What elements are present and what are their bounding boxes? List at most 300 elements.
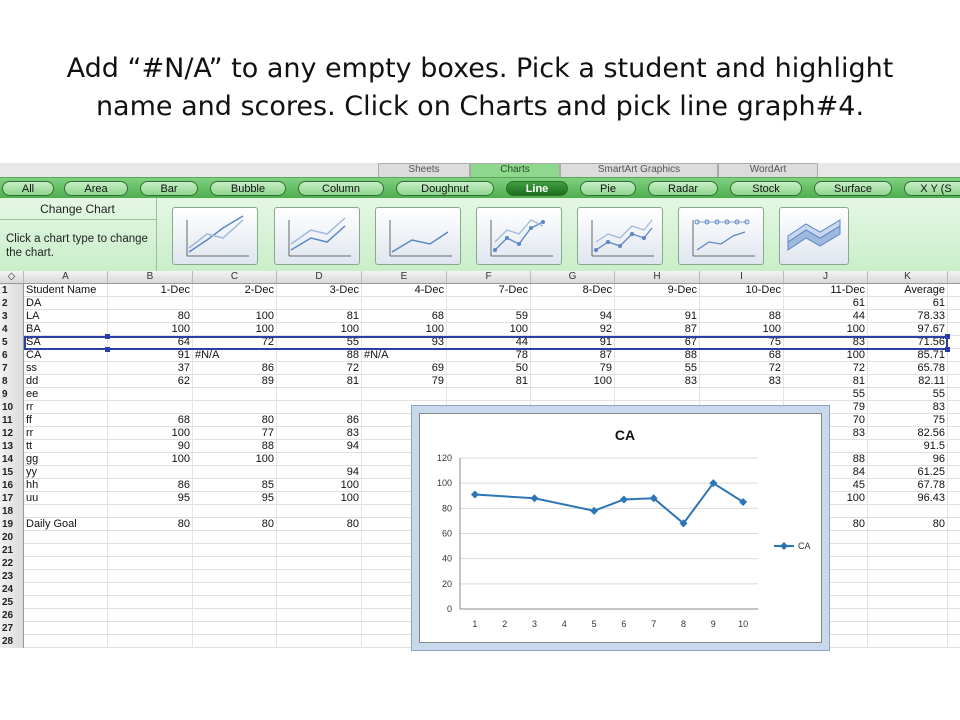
table-cell[interactable]: 87 — [615, 323, 700, 336]
table-cell[interactable] — [193, 583, 277, 596]
x-tick-label: 4 — [561, 619, 567, 629]
chart-type-column[interactable]: Column — [298, 181, 384, 196]
chart-type-doughnut[interactable]: Doughnut — [396, 181, 494, 196]
table-cell[interactable]: 82.56 — [868, 427, 948, 440]
table-cell[interactable]: 100 — [700, 323, 784, 336]
table-cell[interactable]: 67.78 — [868, 479, 948, 492]
table-cell[interactable]: 91 — [531, 336, 615, 349]
table-cell[interactable]: 88 — [784, 453, 868, 466]
selection-handle[interactable] — [945, 334, 950, 339]
table-cell[interactable] — [277, 388, 362, 401]
table-cell[interactable] — [24, 505, 108, 518]
column-header-j[interactable]: J — [784, 271, 868, 283]
table-cell[interactable] — [277, 557, 362, 570]
row-number[interactable]: 14 — [0, 453, 24, 466]
table-cell[interactable]: 55 — [615, 362, 700, 375]
column-header-i[interactable]: I — [700, 271, 784, 283]
row-number[interactable]: 8 — [0, 375, 24, 388]
chart-type-bar-button[interactable]: Bar — [140, 181, 198, 196]
row-number[interactable]: 17 — [0, 492, 24, 505]
chart-type-bubble[interactable]: Bubble — [210, 181, 286, 196]
table-cell[interactable]: 55 — [784, 388, 868, 401]
divider — [0, 219, 156, 220]
line-chart-thumbnail-3[interactable] — [375, 207, 461, 265]
row-number[interactable]: 1 — [0, 284, 24, 297]
x-tick-label: 8 — [680, 619, 687, 629]
table-cell[interactable] — [108, 388, 193, 401]
table-cell[interactable]: 67 — [615, 336, 700, 349]
table-cell[interactable]: 79 — [362, 375, 447, 388]
table-cell[interactable]: 2-Dec — [193, 284, 277, 297]
table-cell[interactable]: 90 — [108, 440, 193, 453]
table-cell[interactable] — [277, 622, 362, 635]
table-row — [0, 336, 960, 349]
table-cell[interactable]: 91.5 — [868, 440, 948, 453]
table-cell[interactable] — [24, 531, 108, 544]
legend-marker — [780, 542, 788, 550]
table-cell[interactable]: 9-Dec — [615, 284, 700, 297]
change-chart-title: Change Chart — [40, 202, 115, 216]
table-cell[interactable] — [868, 622, 948, 635]
table-cell[interactable]: 100 — [362, 323, 447, 336]
table-cell[interactable] — [277, 505, 362, 518]
table-cell[interactable]: CA — [24, 349, 108, 362]
table-cell[interactable]: 92 — [531, 323, 615, 336]
table-cell[interactable] — [193, 388, 277, 401]
table-cell[interactable]: 80 — [868, 518, 948, 531]
table-cell[interactable] — [868, 531, 948, 544]
table-cell[interactable]: LA — [24, 310, 108, 323]
table-cell[interactable]: 71.56 — [868, 336, 948, 349]
table-cell[interactable]: yy — [24, 466, 108, 479]
table-cell[interactable]: 80 — [193, 518, 277, 531]
table-cell[interactable]: 100 — [447, 323, 531, 336]
row-number[interactable]: 27 — [0, 622, 24, 635]
table-cell[interactable]: ff — [24, 414, 108, 427]
table-cell[interactable]: 100 — [784, 492, 868, 505]
table-cell[interactable]: 64 — [108, 336, 193, 349]
table-cell[interactable] — [868, 609, 948, 622]
table-cell[interactable]: rr — [24, 427, 108, 440]
table-cell[interactable] — [193, 596, 277, 609]
table-cell[interactable]: 100 — [108, 453, 193, 466]
table-cell[interactable] — [277, 453, 362, 466]
table-cell[interactable]: 95 — [193, 492, 277, 505]
table-cell[interactable] — [277, 570, 362, 583]
table-cell[interactable]: 96.43 — [868, 492, 948, 505]
table-cell[interactable]: 100 — [193, 453, 277, 466]
table-cell[interactable]: hh — [24, 479, 108, 492]
row-number[interactable]: 26 — [0, 609, 24, 622]
table-cell[interactable]: 50 — [447, 362, 531, 375]
table-cell[interactable]: 100 — [193, 323, 277, 336]
table-cell[interactable]: 83 — [868, 401, 948, 414]
table-cell[interactable]: 78 — [447, 349, 531, 362]
table-cell[interactable]: 83 — [615, 375, 700, 388]
row-number[interactable]: 19 — [0, 518, 24, 531]
table-cell[interactable]: 100 — [784, 349, 868, 362]
row-number[interactable]: 16 — [0, 479, 24, 492]
selection-handle[interactable] — [105, 347, 110, 352]
table-row — [0, 284, 960, 297]
table-cell[interactable]: 55 — [277, 336, 362, 349]
column-header-f[interactable]: F — [447, 271, 531, 283]
table-cell[interactable] — [108, 570, 193, 583]
line-chart-thumbnail-5[interactable] — [577, 207, 663, 265]
table-cell[interactable]: 55 — [868, 388, 948, 401]
table-cell[interactable] — [108, 466, 193, 479]
table-cell[interactable]: 1-Dec — [108, 284, 193, 297]
table-cell[interactable]: 96 — [868, 453, 948, 466]
table-cell[interactable] — [193, 544, 277, 557]
table-cell[interactable] — [108, 609, 193, 622]
table-cell[interactable]: 97.67 — [868, 323, 948, 336]
table-cell[interactable]: #N/A — [193, 349, 277, 362]
table-cell[interactable]: 59 — [447, 310, 531, 323]
tab-sheets[interactable]: Sheets — [378, 163, 470, 177]
table-cell[interactable] — [531, 388, 615, 401]
tab-wordart[interactable]: WordArt — [718, 163, 818, 177]
table-cell[interactable]: 78.33 — [868, 310, 948, 323]
table-cell[interactable] — [277, 531, 362, 544]
table-cell[interactable]: 44 — [784, 310, 868, 323]
table-cell[interactable] — [868, 505, 948, 518]
table-cell[interactable]: 72 — [784, 362, 868, 375]
table-cell[interactable] — [193, 557, 277, 570]
table-cell[interactable] — [24, 557, 108, 570]
table-cell[interactable] — [868, 570, 948, 583]
table-cell[interactable]: Average — [868, 284, 948, 297]
chart-type-all[interactable]: All — [2, 181, 54, 196]
table-cell[interactable]: 70 — [784, 414, 868, 427]
table-cell[interactable] — [108, 544, 193, 557]
line-chart-thumbnail-2[interactable] — [274, 207, 360, 265]
table-cell[interactable]: 7-Dec — [447, 284, 531, 297]
table-cell[interactable]: 68 — [108, 414, 193, 427]
table-cell[interactable]: 77 — [193, 427, 277, 440]
line-chart-thumbnail-6[interactable] — [678, 207, 764, 265]
table-cell[interactable]: 79 — [531, 362, 615, 375]
table-cell[interactable] — [108, 297, 193, 310]
table-cell[interactable]: 100 — [108, 427, 193, 440]
table-cell[interactable]: 79 — [784, 401, 868, 414]
row-number[interactable]: 12 — [0, 427, 24, 440]
table-row — [0, 362, 960, 375]
table-cell[interactable]: 61 — [868, 297, 948, 310]
column-header-h[interactable]: H — [615, 271, 700, 283]
table-cell[interactable]: 88 — [700, 310, 784, 323]
row-number[interactable]: 23 — [0, 570, 24, 583]
table-cell[interactable]: 3-Dec — [277, 284, 362, 297]
table-cell[interactable]: 88 — [193, 440, 277, 453]
table-cell[interactable] — [193, 609, 277, 622]
table-cell[interactable] — [277, 635, 362, 648]
table-cell[interactable] — [362, 388, 447, 401]
row-number[interactable]: 7 — [0, 362, 24, 375]
column-header-row — [0, 271, 960, 284]
table-cell[interactable] — [24, 609, 108, 622]
table-cell[interactable]: 81 — [277, 310, 362, 323]
table-cell[interactable]: 84 — [784, 466, 868, 479]
caption-line-1: Add “#N/A” to any empty boxes. Pick a student and highlight — [66, 53, 894, 84]
table-cell[interactable] — [531, 297, 615, 310]
chart-type-pie[interactable]: Pie — [580, 181, 636, 196]
table-cell[interactable]: 93 — [362, 336, 447, 349]
row-number[interactable]: 25 — [0, 596, 24, 609]
table-cell[interactable]: 86 — [108, 479, 193, 492]
table-cell[interactable] — [193, 570, 277, 583]
table-cell[interactable]: 62 — [108, 375, 193, 388]
table-cell[interactable]: 100 — [531, 375, 615, 388]
table-cell[interactable] — [108, 505, 193, 518]
table-cell[interactable] — [868, 544, 948, 557]
y-tick-label: 120 — [436, 453, 452, 463]
table-cell[interactable]: 83 — [700, 375, 784, 388]
table-cell[interactable] — [868, 583, 948, 596]
table-cell[interactable] — [277, 544, 362, 557]
table-cell[interactable] — [277, 401, 362, 414]
row-number[interactable]: 5 — [0, 336, 24, 349]
table-cell[interactable] — [193, 466, 277, 479]
table-cell[interactable]: 68 — [700, 349, 784, 362]
table-cell[interactable]: 95 — [108, 492, 193, 505]
table-cell[interactable]: 82.11 — [868, 375, 948, 388]
chart-type-stock[interactable]: Stock — [730, 181, 802, 196]
x-tick-label: 10 — [738, 619, 749, 629]
table-cell[interactable] — [615, 297, 700, 310]
table-cell[interactable]: 44 — [447, 336, 531, 349]
row-number[interactable]: 21 — [0, 544, 24, 557]
chart-gallery — [0, 198, 960, 272]
column-header-a[interactable]: A — [24, 271, 108, 283]
table-cell[interactable] — [108, 622, 193, 635]
row-number[interactable]: 22 — [0, 557, 24, 570]
table-cell[interactable]: 100 — [784, 323, 868, 336]
table-row — [0, 388, 960, 401]
table-cell[interactable]: 83 — [784, 427, 868, 440]
table-cell[interactable] — [193, 531, 277, 544]
table-cell[interactable] — [868, 635, 948, 648]
table-cell[interactable]: tt — [24, 440, 108, 453]
table-cell[interactable]: 89 — [193, 375, 277, 388]
tab-smartart[interactable]: SmartArt Graphics — [560, 163, 718, 177]
x-tick-label: 7 — [651, 619, 657, 629]
table-cell[interactable] — [193, 505, 277, 518]
table-cell[interactable] — [277, 596, 362, 609]
legend-label: CA — [798, 541, 811, 551]
table-cell[interactable]: 81 — [277, 375, 362, 388]
table-cell[interactable] — [24, 635, 108, 648]
table-cell[interactable]: 69 — [362, 362, 447, 375]
table-cell[interactable]: 85 — [193, 479, 277, 492]
table-cell[interactable]: 100 — [193, 310, 277, 323]
table-cell[interactable] — [193, 622, 277, 635]
table-cell[interactable]: Student Name — [24, 284, 108, 297]
table-cell[interactable] — [108, 583, 193, 596]
divider — [156, 198, 157, 271]
row-number[interactable]: 11 — [0, 414, 24, 427]
table-cell[interactable]: SA — [24, 336, 108, 349]
table-cell[interactable] — [108, 531, 193, 544]
table-cell[interactable]: 8-Dec — [531, 284, 615, 297]
table-cell[interactable]: 94 — [531, 310, 615, 323]
y-tick-label: 100 — [436, 478, 452, 489]
table-cell[interactable]: 80 — [108, 518, 193, 531]
table-cell[interactable]: uu — [24, 492, 108, 505]
table-cell[interactable]: 85.71 — [868, 349, 948, 362]
table-cell[interactable]: 4-Dec — [362, 284, 447, 297]
table-cell[interactable]: 45 — [784, 479, 868, 492]
table-cell[interactable]: 91 — [615, 310, 700, 323]
chart-type-radar[interactable]: Radar — [648, 181, 718, 196]
chart-type-area[interactable]: Area — [64, 181, 128, 196]
table-cell[interactable]: 86 — [193, 362, 277, 375]
table-cell[interactable]: 80 — [277, 518, 362, 531]
table-cell[interactable]: 83 — [784, 336, 868, 349]
table-cell[interactable]: 94 — [277, 440, 362, 453]
table-cell[interactable]: 81 — [784, 375, 868, 388]
table-cell[interactable]: BA — [24, 323, 108, 336]
table-cell[interactable]: 86 — [277, 414, 362, 427]
column-header-k[interactable]: K — [868, 271, 948, 283]
table-cell[interactable]: rr — [24, 401, 108, 414]
row-number[interactable]: 24 — [0, 583, 24, 596]
table-cell[interactable] — [108, 635, 193, 648]
table-cell[interactable]: 83 — [277, 427, 362, 440]
table-cell[interactable]: 100 — [277, 323, 362, 336]
table-row — [0, 349, 960, 362]
column-header-e[interactable]: E — [362, 271, 447, 283]
table-cell[interactable] — [700, 388, 784, 401]
row-number[interactable]: 13 — [0, 440, 24, 453]
table-cell[interactable]: 94 — [277, 466, 362, 479]
instruction-caption — [0, 50, 960, 126]
table-cell[interactable]: 100 — [277, 479, 362, 492]
select-all-corner[interactable]: ◇ — [0, 271, 24, 283]
table-cell[interactable]: 68 — [362, 310, 447, 323]
table-cell[interactable] — [277, 583, 362, 596]
row-number[interactable]: 20 — [0, 531, 24, 544]
y-tick-label: 20 — [441, 578, 452, 589]
table-cell[interactable] — [277, 609, 362, 622]
table-cell[interactable] — [24, 544, 108, 557]
table-cell[interactable]: 61 — [784, 297, 868, 310]
data-point — [620, 496, 628, 504]
chart-area[interactable] — [419, 413, 822, 643]
table-cell[interactable] — [277, 297, 362, 310]
table-cell[interactable] — [700, 297, 784, 310]
line-chart-1-icon — [173, 208, 259, 266]
row-number[interactable]: 4 — [0, 323, 24, 336]
column-header-g[interactable]: G — [531, 271, 615, 283]
line-chart-thumbnail-1[interactable] — [172, 207, 258, 265]
selection-handle[interactable] — [105, 334, 110, 339]
table-cell[interactable] — [447, 297, 531, 310]
row-number[interactable]: 28 — [0, 635, 24, 648]
tab-charts[interactable]: Charts — [470, 163, 560, 177]
table-cell[interactable] — [868, 557, 948, 570]
table-cell[interactable]: 75 — [700, 336, 784, 349]
chart-type-surface[interactable]: Surface — [814, 181, 892, 196]
x-tick-label: 6 — [621, 619, 627, 629]
data-point — [531, 494, 539, 502]
table-cell[interactable]: 72 — [700, 362, 784, 375]
table-cell[interactable]: 37 — [108, 362, 193, 375]
table-cell[interactable] — [24, 570, 108, 583]
table-cell[interactable]: 80 — [784, 518, 868, 531]
column-header-c[interactable]: C — [193, 271, 277, 283]
chart-type-line[interactable]: Line — [506, 181, 568, 196]
table-cell[interactable]: ee — [24, 388, 108, 401]
table-cell[interactable]: 100 — [277, 492, 362, 505]
selection-handle[interactable] — [945, 347, 950, 352]
row-number[interactable]: 3 — [0, 310, 24, 323]
table-cell[interactable]: 75 — [868, 414, 948, 427]
table-cell[interactable]: 100 — [108, 323, 193, 336]
table-cell[interactable]: 87 — [531, 349, 615, 362]
y-tick-label: 0 — [446, 604, 452, 614]
line-chart-thumbnail-4[interactable] — [476, 207, 562, 265]
table-cell[interactable] — [24, 583, 108, 596]
column-header-d[interactable]: D — [277, 271, 362, 283]
table-cell[interactable]: 88 — [277, 349, 362, 362]
table-cell[interactable] — [362, 297, 447, 310]
table-cell[interactable]: 81 — [447, 375, 531, 388]
table-cell[interactable]: DA — [24, 297, 108, 310]
table-cell[interactable] — [193, 635, 277, 648]
table-cell[interactable] — [868, 596, 948, 609]
row-number[interactable]: 18 — [0, 505, 24, 518]
column-header-b[interactable]: B — [108, 271, 193, 283]
table-cell[interactable]: Daily Goal — [24, 518, 108, 531]
table-cell[interactable]: 65.78 — [868, 362, 948, 375]
table-cell[interactable]: 91 — [108, 349, 193, 362]
table-cell[interactable]: 80 — [108, 310, 193, 323]
table-cell[interactable] — [193, 401, 277, 414]
line-chart-thumbnail-7[interactable] — [779, 207, 849, 265]
chart-title: CA — [614, 427, 636, 443]
table-cell[interactable] — [108, 596, 193, 609]
row-number[interactable]: 9 — [0, 388, 24, 401]
table-cell[interactable]: ss — [24, 362, 108, 375]
table-row — [0, 323, 960, 336]
table-cell[interactable]: 80 — [193, 414, 277, 427]
table-cell[interactable]: 11-Dec — [784, 284, 868, 297]
table-cell[interactable] — [193, 297, 277, 310]
table-cell[interactable]: gg — [24, 453, 108, 466]
table-cell[interactable]: 72 — [193, 336, 277, 349]
y-tick-label: 60 — [441, 528, 452, 539]
table-cell[interactable] — [108, 401, 193, 414]
table-cell[interactable]: 61.25 — [868, 466, 948, 479]
table-cell[interactable] — [24, 622, 108, 635]
table-cell[interactable]: 88 — [615, 349, 700, 362]
ribbon-tab-strip — [0, 163, 960, 177]
row-number[interactable]: 6 — [0, 349, 24, 362]
table-cell[interactable]: #N/A — [362, 349, 447, 362]
chart-type-xy-scatter[interactable]: X Y (S — [904, 181, 960, 196]
table-cell[interactable] — [447, 388, 531, 401]
row-number[interactable]: 15 — [0, 466, 24, 479]
row-number[interactable]: 2 — [0, 297, 24, 310]
table-cell[interactable] — [615, 388, 700, 401]
table-cell[interactable]: 10-Dec — [700, 284, 784, 297]
table-cell[interactable]: 72 — [277, 362, 362, 375]
table-cell[interactable] — [24, 596, 108, 609]
table-cell[interactable] — [108, 557, 193, 570]
table-cell[interactable]: dd — [24, 375, 108, 388]
row-number[interactable]: 10 — [0, 401, 24, 414]
